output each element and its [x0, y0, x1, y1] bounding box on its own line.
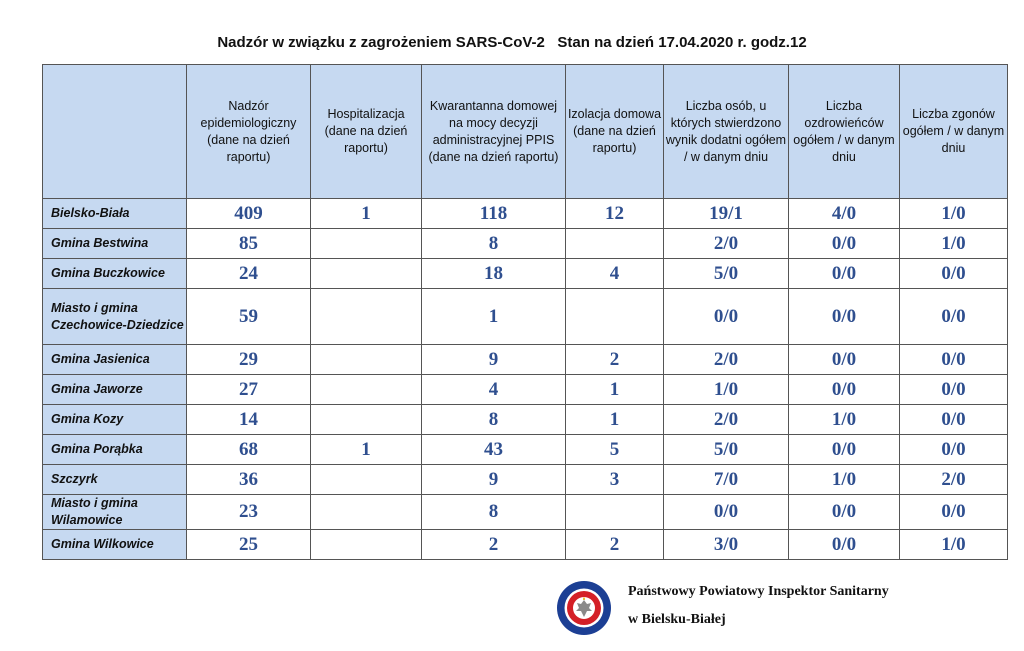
cell-positive-cases: 7/0 [664, 465, 789, 495]
municipality-name: Gmina Buczkowice [43, 259, 187, 289]
inspector-location: w Bielsku-Białej [628, 612, 726, 627]
cell-quarantine: 118 [422, 199, 566, 229]
cell-recovered: 1/0 [789, 405, 900, 435]
cell-hospitalization: 1 [311, 199, 422, 229]
header-cell-hospitalization: Hospitalizacja (dane na dzień raportu) [311, 65, 422, 199]
cell-surveillance: 68 [187, 435, 311, 465]
table-row [43, 435, 1008, 465]
cell-positive-cases: 2/0 [664, 229, 789, 259]
footer-signature [556, 578, 1016, 638]
cell-recovered: 0/0 [789, 375, 900, 405]
cell-deaths: 1/0 [900, 229, 1008, 259]
cell-deaths: 0/0 [900, 345, 1008, 375]
cell-isolation: 5 [566, 435, 664, 465]
cell-isolation: 3 [566, 465, 664, 495]
cell-surveillance: 36 [187, 465, 311, 495]
cell-deaths: 1/0 [900, 199, 1008, 229]
cell-isolation [566, 495, 664, 530]
cell-deaths: 2/0 [900, 465, 1008, 495]
cell-hospitalization [311, 495, 422, 530]
municipality-name: Gmina Kozy [43, 405, 187, 435]
cell-deaths: 0/0 [900, 375, 1008, 405]
cell-recovered: 1/0 [789, 465, 900, 495]
header-cell-recovered: Liczba ozdrowieńców ogółem / w danym dniu [789, 65, 900, 199]
cell-quarantine: 8 [422, 405, 566, 435]
cell-recovered: 0/0 [789, 495, 900, 530]
cell-deaths: 0/0 [900, 495, 1008, 530]
cell-recovered: 0/0 [789, 259, 900, 289]
table-row [43, 229, 1008, 259]
cell-positive-cases: 0/0 [664, 495, 789, 530]
cell-recovered: 0/0 [789, 435, 900, 465]
cell-recovered: 0/0 [789, 229, 900, 259]
cell-hospitalization [311, 465, 422, 495]
cell-isolation: 4 [566, 259, 664, 289]
surveillance-table [42, 64, 1008, 560]
cell-deaths: 1/0 [900, 530, 1008, 560]
cell-quarantine: 2 [422, 530, 566, 560]
cell-deaths: 0/0 [900, 435, 1008, 465]
header-cell-municipality [43, 65, 187, 199]
municipality-name: Gmina Porąbka [43, 435, 187, 465]
cell-surveillance: 24 [187, 259, 311, 289]
cell-deaths: 0/0 [900, 405, 1008, 435]
cell-positive-cases: 3/0 [664, 530, 789, 560]
table-row [43, 289, 1008, 345]
municipality-name: Gmina Jaworze [43, 375, 187, 405]
header-cell-deaths: Liczba zgonów ogółem / w danym dniu [900, 65, 1008, 199]
header-row [43, 65, 1008, 199]
header-cell-positive-cases: Liczba osób, u których stwierdzono wynik dodatni ogółem / w danym dniu [664, 65, 789, 199]
header-cell-isolation: Izolacja domowa (dane na dzień raportu) [566, 65, 664, 199]
cell-positive-cases: 5/0 [664, 435, 789, 465]
cell-deaths: 0/0 [900, 289, 1008, 345]
cell-recovered: 0/0 [789, 345, 900, 375]
cell-quarantine: 18 [422, 259, 566, 289]
cell-quarantine: 1 [422, 289, 566, 345]
municipality-name: Miasto i gmina Czechowice-Dziedzice [43, 289, 187, 345]
cell-quarantine: 4 [422, 375, 566, 405]
municipality-name: Gmina Jasienica [43, 345, 187, 375]
header-cell-quarantine: Kwarantanna domowej na mocy decyzji administracyjnej PPIS (dane na dzień raportu) [422, 65, 566, 199]
cell-isolation: 1 [566, 405, 664, 435]
cell-hospitalization [311, 289, 422, 345]
cell-hospitalization [311, 530, 422, 560]
cell-positive-cases: 5/0 [664, 259, 789, 289]
cell-isolation [566, 289, 664, 345]
cell-positive-cases: 2/0 [664, 405, 789, 435]
cell-surveillance: 85 [187, 229, 311, 259]
cell-hospitalization [311, 375, 422, 405]
municipality-name: Bielsko-Biała [43, 199, 187, 229]
municipality-name: Gmina Wilkowice [43, 530, 187, 560]
cell-positive-cases: 19/1 [664, 199, 789, 229]
cell-isolation [566, 229, 664, 259]
cell-positive-cases: 0/0 [664, 289, 789, 345]
municipality-name: Szczyrk [43, 465, 187, 495]
cell-recovered: 0/0 [789, 530, 900, 560]
table-row [43, 345, 1008, 375]
cell-isolation: 2 [566, 345, 664, 375]
table-row [43, 199, 1008, 229]
cell-positive-cases: 1/0 [664, 375, 789, 405]
table-row [43, 465, 1008, 495]
cell-surveillance: 409 [187, 199, 311, 229]
header-cell-surveillance: Nadzór epidemiologiczny (dane na dzień raportu) [187, 65, 311, 199]
cell-surveillance: 59 [187, 289, 311, 345]
cell-hospitalization [311, 259, 422, 289]
cell-isolation: 12 [566, 199, 664, 229]
cell-recovered: 4/0 [789, 199, 900, 229]
cell-hospitalization [311, 345, 422, 375]
table-row [43, 530, 1008, 560]
cell-quarantine: 9 [422, 465, 566, 495]
table-row [43, 259, 1008, 289]
cell-quarantine: 43 [422, 435, 566, 465]
cell-isolation: 1 [566, 375, 664, 405]
cell-surveillance: 29 [187, 345, 311, 375]
page-title: Nadzór w związku z zagrożeniem SARS-CoV-2 Stan na dzień 17.04.2020 r. godz.12 [217, 34, 807, 51]
table-row [43, 375, 1008, 405]
cell-quarantine: 9 [422, 345, 566, 375]
municipality-name: Gmina Bestwina [43, 229, 187, 259]
cell-surveillance: 23 [187, 495, 311, 530]
cell-quarantine: 8 [422, 495, 566, 530]
cell-hospitalization [311, 405, 422, 435]
table-row [43, 405, 1008, 435]
cell-deaths: 0/0 [900, 259, 1008, 289]
cell-isolation: 2 [566, 530, 664, 560]
eagle-emblem-icon [556, 580, 612, 636]
cell-surveillance: 27 [187, 375, 311, 405]
municipality-name: Miasto i gmina Wilamowice [43, 495, 187, 530]
cell-hospitalization [311, 229, 422, 259]
cell-recovered: 0/0 [789, 289, 900, 345]
cell-quarantine: 8 [422, 229, 566, 259]
cell-positive-cases: 2/0 [664, 345, 789, 375]
inspector-title: Państwowy Powiatowy Inspektor Sanitarny [628, 584, 889, 599]
cell-hospitalization: 1 [311, 435, 422, 465]
cell-surveillance: 14 [187, 405, 311, 435]
table-row [43, 495, 1008, 530]
cell-surveillance: 25 [187, 530, 311, 560]
